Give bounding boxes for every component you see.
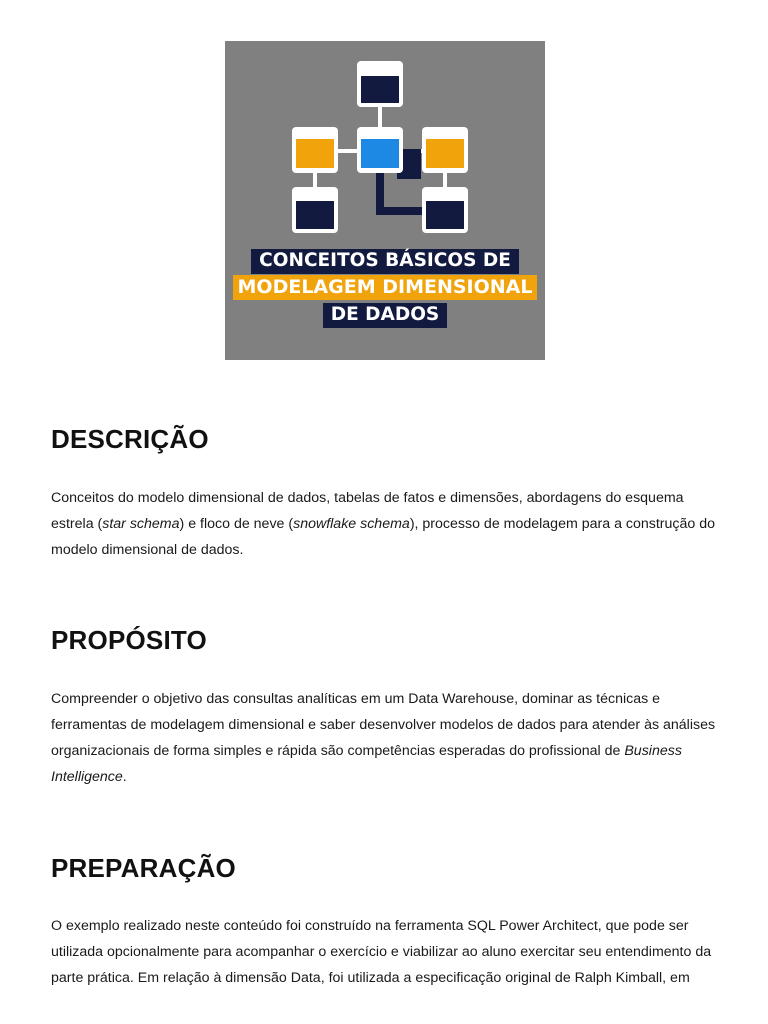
cover-title-line-1: CONCEITOS BÁSICOS DE	[225, 249, 545, 274]
cover-title-line-3: DE DADOS	[225, 303, 545, 328]
descricao-text: Conceitos do modelo dimensional de dados, tabelas de fatos e dimensões, abordagens do esquema estrela (star schema) e floco de neve (snowflake schema), processo de modelagem para a construção do modelo dimensional de dados.	[51, 490, 716, 558]
dimensional-model-diagram-icon	[225, 41, 545, 241]
proposito-text: Compreender o objetivo das consultas analíticas em um Data Warehouse, dominar as técnicas e ferramentas de modelagem dimensional e saber desenvolver modelos de dados para atender às análises organizacionais de forma simples e rápida são competências esperadas do profissional de Business Intelligence.	[51, 691, 716, 785]
preparacao-text: O exemplo realizado neste conteúdo foi construído na ferramenta SQL Power Architect, que pode ser utilizada opcionalmente para acompanhar o exercício e viabilizar ao aluno exercitar seu entendimento da parte prática. Em relação à dimensão Data, foi utilizada a especificação original de Ralph Kimball, em	[51, 918, 712, 986]
proposito-heading: PROPÓSITO	[51, 625, 207, 655]
section-descricao	[51, 424, 723, 563]
preparacao-heading: PREPARAÇÃO	[51, 853, 236, 883]
section-proposito	[51, 625, 723, 790]
section-preparacao	[51, 853, 723, 991]
cover-title-line-2: MODELAGEM DIMENSIONAL	[225, 275, 545, 300]
cover-image	[225, 41, 545, 360]
descricao-heading: DESCRIÇÃO	[51, 424, 209, 454]
